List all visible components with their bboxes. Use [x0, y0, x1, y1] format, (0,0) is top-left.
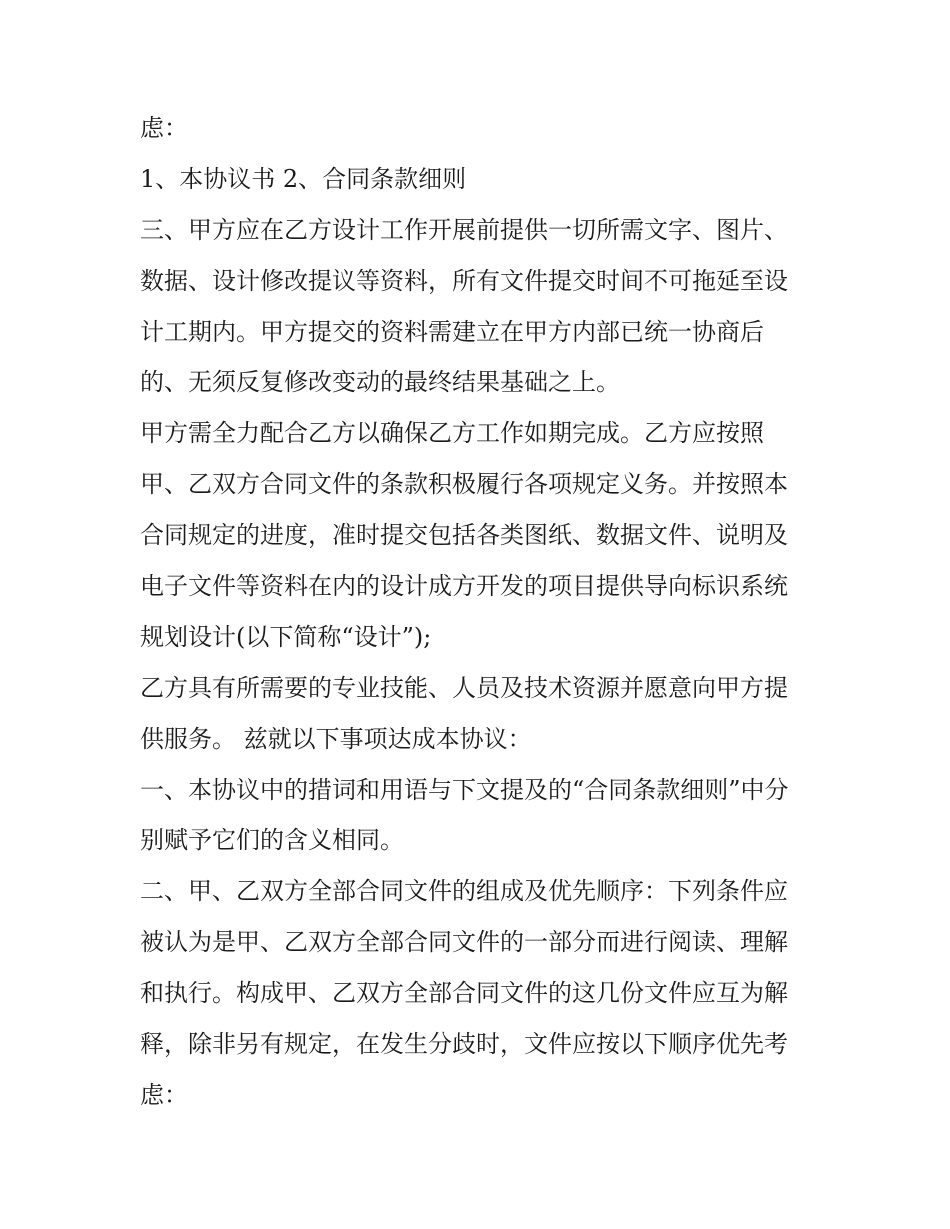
text-line: 计工期内。甲方提交的资料需建立在甲方内部已统一协商后 [140, 317, 764, 346]
text-line: 合同规定的进度，准时提交包括各类图纸、数据文件、说明及 [140, 521, 788, 550]
text-line: 和执行。构成甲、乙双方全部合同文件的这几份文件应互为解 [140, 979, 788, 1008]
text-line: 别赋予它们的含义相同。 [140, 826, 404, 855]
text-line: 电子文件等资料在内的设计成方开发的项目提供导向标识系统 [140, 572, 788, 601]
text-line: 供服务。 兹就以下事项达成本协议： [140, 724, 532, 753]
text-line: 甲方需全力配合乙方以确保乙方工作如期完成。乙方应按照 [140, 419, 764, 448]
text-line: 数据、设计修改提议等资料，所有文件提交时间不可拖延至设 [140, 266, 788, 295]
text-line: 甲、乙双方合同文件的条款积极履行各项规定义务。并按照本 [140, 470, 788, 499]
text-line: 释，除非另有规定，在发生分歧时，文件应按以下顺序优先考 [140, 1030, 788, 1059]
text-line: 乙方具有所需要的专业技能、人员及技术资源并愿意向甲方提 [140, 673, 788, 702]
text-line: 的、无须反复修改变动的最终结果基础之上。 [140, 368, 620, 397]
text-line: 被认为是甲、乙双方全部合同文件的一部分而进行阅读、理解 [140, 928, 788, 957]
text-line: 一、本协议中的措词和用语与下文提及的“合同条款细则”中分 [140, 775, 789, 804]
text-line: 规划设计(以下简称“设计”); [140, 622, 432, 651]
text-line: 虑： [140, 1080, 188, 1109]
text-line: 1、本协议书 2、合同条款细则 [140, 164, 467, 193]
text-line: 三、甲方应在乙方设计工作开展前提供一切所需文字、图片、 [140, 215, 788, 244]
document-page [140, 103, 840, 1121]
text-line: 虑： [140, 114, 188, 142]
text-line: 二、甲、乙双方全部合同文件的组成及优先顺序：下列条件应 [140, 877, 788, 906]
